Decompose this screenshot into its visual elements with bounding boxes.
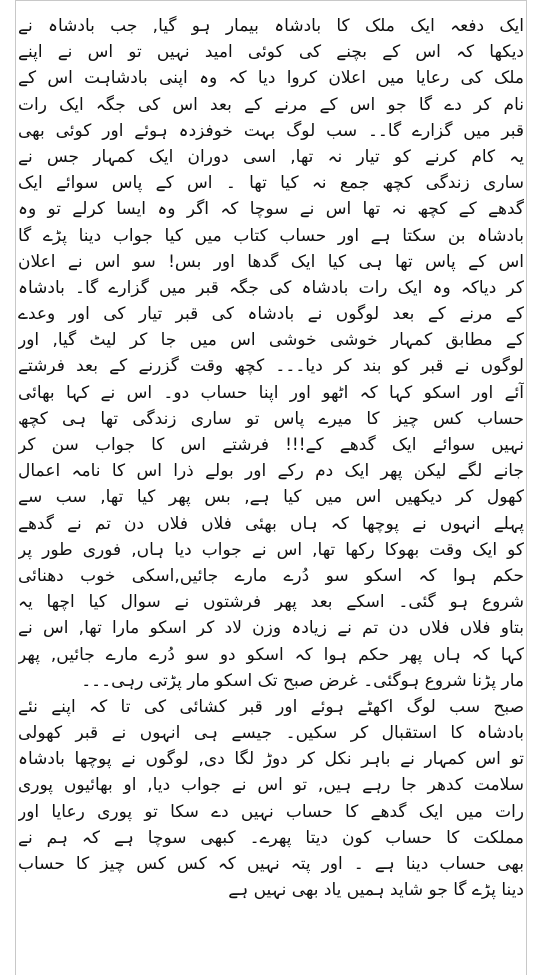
text-line: حساب کس چیز کا میرے پاس تو ساری زندگی تھا ہی کچھ: [18, 408, 524, 429]
text-line: بادشاہ کا استقبال کر سکیں۔ جیسے ہی انہوں نے قبر کھولی: [18, 723, 524, 744]
text-line: کھول کر دیکھیں اس میں کیا ہے, بس پھر کیا تھا, سب سے: [18, 487, 524, 508]
story-text: [18, 13, 524, 903]
text-line: پہلے انہوں نے پوچھا کہ ہاں بھئی فلاں فلاں دن تم نے گدھے: [18, 513, 524, 534]
text-line: رات میں ایک گدھے کا حساب نہیں دے سکا تو پوری رعایا اور: [18, 801, 524, 822]
text-line: صبح سب لوگ اکھٹے ہوئے اور قبر کشائی کی تا کہ اپنے نئے: [18, 696, 524, 717]
text-line: قبر میں گزارے گا۔۔ سب لوگ بہت خوفزدہ ہوئے اور کوئی بھی: [18, 120, 524, 141]
text-line: تو اس کمہار نے باہر نکل کر دوڑ لگا دی, لوگوں نے پوچھا بادشاہ: [18, 749, 524, 770]
text-line: ساری زندگی کچھ جمع نہ کیا تھا ۔ اس کے پاس سوائے ایک: [18, 173, 524, 194]
text-line: حکم ہوا کہ اسکو سو دُرے مارے جائیں,اسکی خوب دھنائی: [18, 565, 524, 586]
text-line: سلامت کدھر جا رہے ہیں, تو اس نے جواب دیا, او بھائیوں پوری: [18, 775, 524, 796]
text-line: بتاو فلاں فلاں دن تم نے زیادہ وزن لاد کر اسکو مارا تھا, اس نے: [18, 618, 524, 639]
text-line: بھی حساب دینا ہے ۔ اور پتہ نہیں کہ کس کس چیز کا حساب: [18, 854, 524, 874]
text-line: اس کے پاس تھا ہی کیا ایک گدھا اور بس! سو اس نے اعلان: [18, 251, 524, 272]
frame-border-left: [15, 0, 16, 975]
text-line: نام کر دے گا جو اس کے مرنے کے بعد اس کی جگہ ایک رات: [18, 94, 524, 115]
text-line: کہا کہ ہاں پھر حکم ہوا کہ اسکو دو سو دُرے مارے جائیں, پھر: [18, 644, 524, 665]
text-line: دینا پڑے گا جو شاید ہمیں یاد بھی نہیں ہے: [228, 880, 524, 901]
text-line: یہ کام کرنے کو تیار نہ تھا, اسی دوران ایک کمہار جس نے: [18, 146, 524, 167]
text-line: بادشاہ بن سکتا ہے اور حساب کتاب میں کیا جواب دینا پڑے گا: [18, 225, 524, 246]
text-line: کو ایک وقت بھوکا رکھا تھا, اس نے جواب دیا ہاں, فوری طور پر: [18, 539, 524, 560]
text-line: آئے اور اسکو کہا کہ اٹھو اور اپنا حساب دو۔ اس نے کہا بھائی: [18, 382, 524, 403]
text-line: دیکھا کہ اس کے بچنے کی کوئی امید نہیں تو اس نے اپنے: [18, 42, 524, 63]
text-line: ملک کی رعایا میں اعلان کروا دیا کہ وہ اپنی بادشاہت اس کے: [18, 68, 524, 89]
text-line: مملکت کا حساب کون دیتا پھرے۔ کبھی سوچا ہے کہ ہم نے: [18, 827, 524, 848]
text-line: جانے لگے لیکن پھر ایک دم رکے اور بولے ذرا اس کا نامہ اعمال: [18, 461, 524, 482]
text-line: مار پڑنا شروع ہوگئی۔ غرض صبح تک اسکو مار پڑتی رہی۔۔۔: [81, 670, 524, 691]
text-line: شروع ہو گئی۔ اسکے بعد پھر فرشتوں نے سوال کیا اچھا یہ: [18, 592, 524, 613]
frame-border-top: [15, 0, 527, 1]
text-line: نہیں سوائے ایک گدھے کے!!! فرشتے اس کا جواب سن کر: [18, 435, 524, 455]
text-line: ایک دفعہ ایک ملک کا بادشاہ بیمار ہو گیا, جب بادشاہ نے: [18, 16, 524, 36]
text-line: کے مرنے کے بعد لوگوں نے بادشاہ کی قبر تیار کی اور وعدے: [18, 304, 524, 325]
text-line: لوگوں نے قبر کو بند کر دیا۔۔۔ کچھ وقت گزرنے کے بعد فرشتے: [18, 356, 524, 377]
text-line: کے مطابق کمہار خوشی خوشی اس میں جا کر لیٹ گیا, اور: [18, 330, 524, 351]
text-line: کر دیاکہ وہ ایک رات بادشاہ کی جگہ قبر میں گزارے گا۔ بادشاہ: [18, 277, 524, 298]
text-line: گدھے کے کچھ نہ تھا اس نے سوچا کہ اگر وہ ایسا کرلے تو وہ: [18, 199, 524, 220]
frame-border-right: [526, 0, 527, 975]
